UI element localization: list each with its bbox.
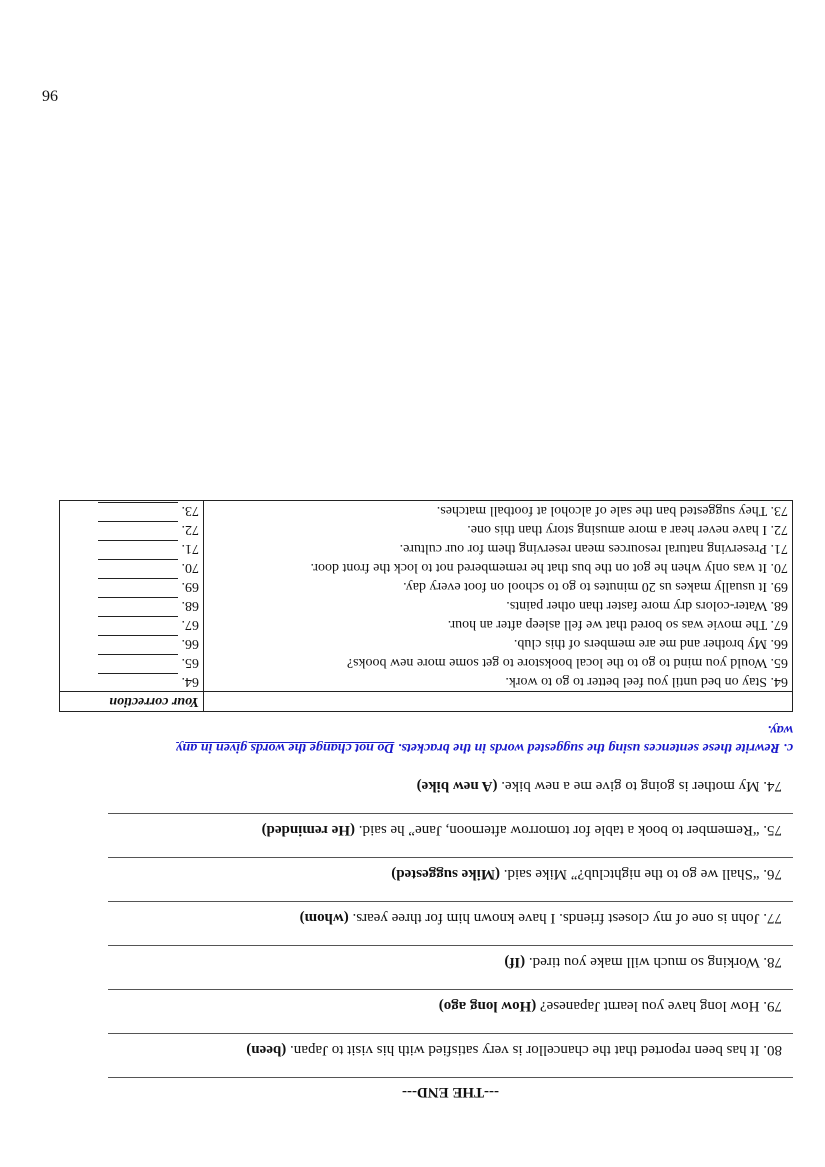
- table-header-correction: Your correction: [60, 692, 204, 712]
- rotated-page-content: [57, 460, 793, 1100]
- answer-line: [108, 1077, 793, 1078]
- answer-blank: [98, 636, 178, 649]
- question-77: 77. John is one of my closest friends. I have known him for three years. (whom): [299, 910, 782, 926]
- answer-line: [108, 813, 793, 814]
- question-76: 76. “Shall we go to the nightclub?” Mike said. (Mike suggested): [391, 866, 782, 882]
- question-80: 80. It has been reported that the chancellor is very satisfied with his visit to Japan. (been): [246, 1042, 782, 1058]
- table-row: 68. Water-colors dry more faster than other paints. 68.: [60, 596, 793, 615]
- answer-blank: [98, 541, 178, 554]
- question-75: 75. “Remember to book a table for tomorrow afternoon, Jane” he said. (He reminded): [261, 822, 782, 838]
- table-row: 69. It usually makes us 20 minutes to go to school on foot every day. 69.: [60, 577, 793, 596]
- table-row: 71. Preserving natural resources mean reserving them for our culture. 71.: [60, 539, 793, 558]
- table-row: 70. It was only when he got on the bus that he remembered not to lock the front door. 70.: [60, 558, 793, 577]
- answer-blank: [98, 503, 178, 516]
- answer-line: [108, 901, 793, 902]
- end-marker: ---THE END---: [401, 1084, 500, 1100]
- table-row: 73. They suggested ban the sale of alcohol at football matches. 73.: [60, 501, 793, 521]
- table-row: 65. Would you mind to go to the local bookstore to get some more new books? 65.: [60, 653, 793, 672]
- answer-line: [108, 857, 793, 858]
- error-correction-table: [59, 500, 793, 712]
- answer-blank: [98, 522, 178, 535]
- table-row: 64. Stay on bed until you feel better to go to work. 64.: [60, 672, 793, 692]
- page-number: 96: [42, 88, 58, 105]
- answer-blank: [98, 579, 178, 592]
- answer-blank: [98, 598, 178, 611]
- answer-blank: [98, 674, 178, 687]
- question-79: 79. How long have you learnt Japanese? (How long ago): [438, 998, 782, 1014]
- answer-blank: [98, 655, 178, 668]
- answer-line: [108, 989, 793, 990]
- question-78: 78. Working so much will make you tired. (If): [504, 954, 782, 970]
- answer-blank: [98, 560, 178, 573]
- section-instructions: c. Rewrite these sentences using the suggested words in the brackets. Do not change the words given in any way.: [176, 722, 793, 755]
- table-header-sentence: [204, 692, 793, 712]
- table-row: 67. The movie was so bored that we fell asleep after an hour. 67.: [60, 615, 793, 634]
- answer-line: [108, 945, 793, 946]
- answer-blank: [98, 617, 178, 630]
- answer-line: [108, 1033, 793, 1034]
- question-74: 74. My mother is going to give me a new bike. (A new bike): [416, 778, 782, 794]
- table-row: 72. I have never hear a more amusing story than this one. 72.: [60, 520, 793, 539]
- table-row: 66. My brother and me are members of this club. 66.: [60, 634, 793, 653]
